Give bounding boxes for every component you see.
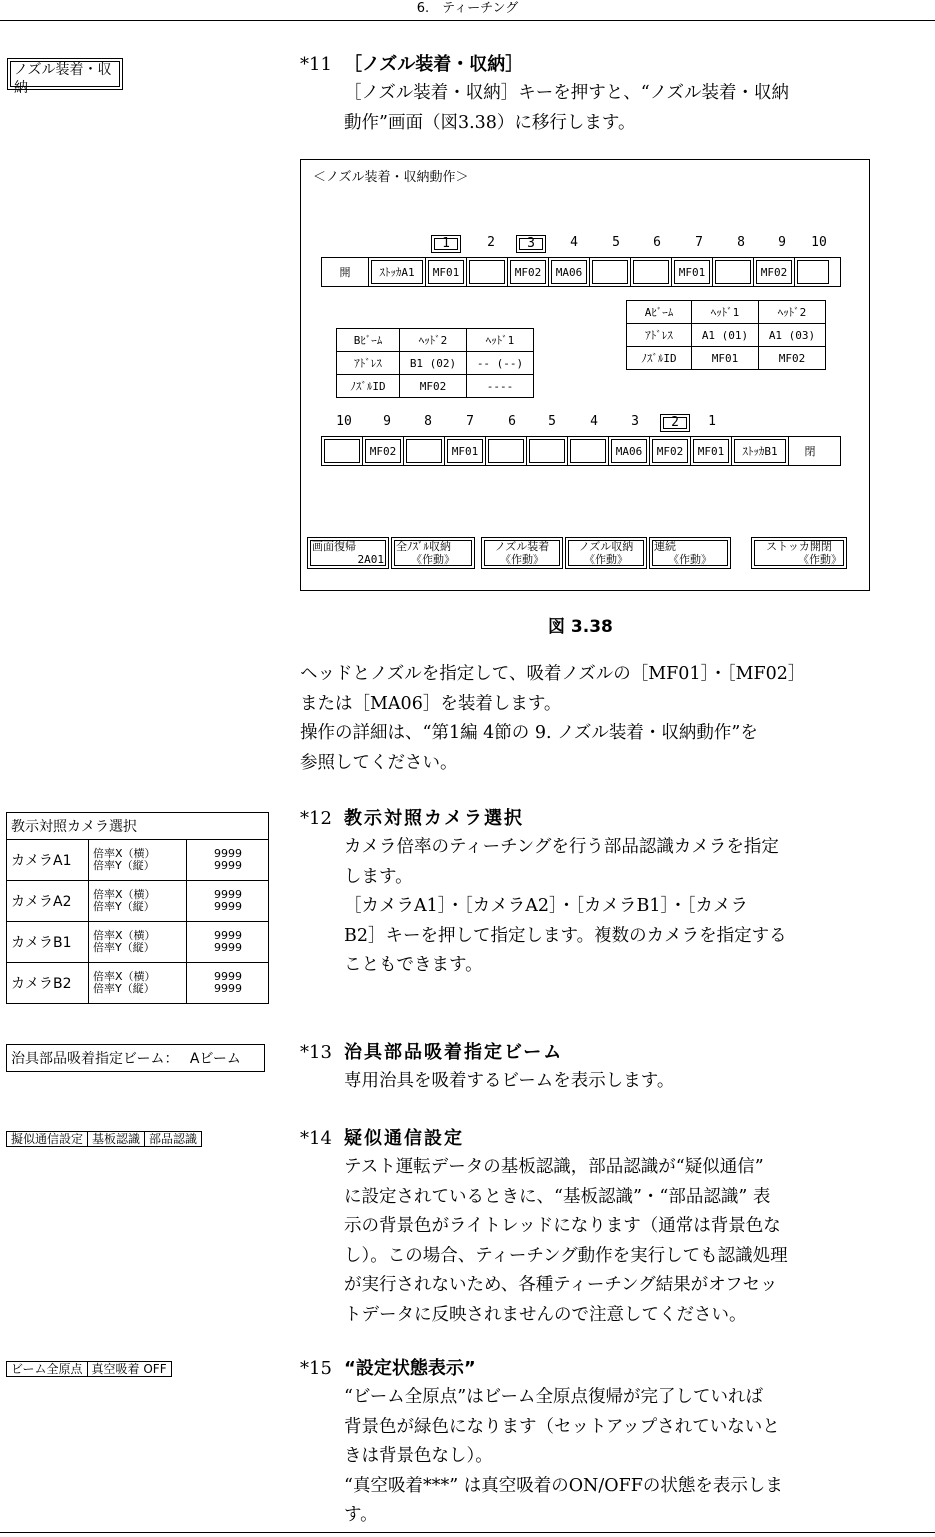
- slot-number: 10: [811, 235, 827, 250]
- slot-number: 2: [487, 235, 495, 250]
- nozzle-cell[interactable]: MF01: [445, 437, 486, 465]
- nozzle-cell[interactable]: MF02: [508, 258, 549, 286]
- nozzle-cell[interactable]: MF02: [650, 437, 691, 465]
- camera-magnification-labels: 倍率X（横） 倍率Y（縦）: [89, 881, 187, 922]
- a-head2[interactable]: ﾍｯﾄﾞ2: [759, 301, 826, 324]
- top-slot-numbers: [431, 235, 831, 253]
- header-rule: [0, 20, 935, 21]
- beam-origin-status: ビーム全原点: [7, 1362, 88, 1376]
- open-cell[interactable]: 開: [322, 258, 369, 286]
- nozzle-cell[interactable]: [404, 437, 445, 465]
- nozzle-cell[interactable]: MA06: [609, 437, 650, 465]
- camera-magnification-values: 9999 9999: [187, 963, 269, 1004]
- section-14-number: *14: [300, 1128, 332, 1149]
- camera-magnification-labels: 倍率X（横） 倍率Y（縦）: [89, 922, 187, 963]
- b-beam-table: [336, 328, 534, 398]
- b-address-2: -- (--): [467, 352, 534, 375]
- nozzle-cell[interactable]: MF02: [754, 258, 795, 286]
- nozzle-cell[interactable]: [486, 437, 527, 465]
- camera-magnification-values: 9999 9999: [187, 840, 269, 881]
- nozzle-cell[interactable]: MF02: [363, 437, 404, 465]
- a-address-1: A1 (01): [692, 324, 759, 347]
- slot-number: 5: [548, 414, 556, 429]
- nozzle-cell[interactable]: [467, 258, 508, 286]
- slot-number: 8: [737, 235, 745, 250]
- a-nozzle-id-1: MF01: [692, 347, 759, 370]
- b-address-label: ｱﾄﾞﾚｽ: [337, 352, 400, 375]
- slot-number: 1: [431, 235, 461, 253]
- vacuum-status: 真空吸着 OFF: [91, 1362, 167, 1376]
- nozzle-cell[interactable]: [590, 258, 631, 286]
- nozzle-cell[interactable]: [322, 437, 363, 465]
- b-head1[interactable]: ﾍｯﾄﾞ1: [467, 329, 534, 352]
- a-beam-table: [626, 300, 826, 370]
- board-recognition-status: 基板認識: [88, 1132, 145, 1146]
- slot-number: 3: [516, 235, 546, 253]
- nozzle-cell[interactable]: [527, 437, 568, 465]
- section-14-text: テスト運転データの基板認識，部品認識が“疑似通信” に設定されているときに、“基板認識”・“部品認識” 表 示の背景色がライトレッドになります（通常は背景色な し）。この場合、ティーチング動作を実行しても認識処理 が実行されないため、各種ティーチング結果がオフセッ トデータに反映されませんので注意してください。: [344, 1157, 788, 1325]
- a-nozzle-id-2: MF02: [759, 347, 826, 370]
- b-nozzle-id-1: MF02: [400, 375, 467, 398]
- nozzle-cell[interactable]: MF01: [672, 258, 713, 286]
- slot-number: 4: [570, 235, 578, 250]
- section-15-number: *15: [300, 1358, 332, 1379]
- slot-number: 1: [708, 414, 716, 429]
- nozzle-cell[interactable]: MF01: [691, 437, 732, 465]
- slot-number: 6: [653, 235, 661, 250]
- section-11-text: ［ノズル装着・収納］キーを押すと、“ノズル装着・収納 動作”画面（図3.38）に移行します。: [344, 83, 790, 133]
- nozzle-cell[interactable]: MA06: [549, 258, 590, 286]
- nozzle-store-button[interactable]: ノズル収納 《作動》: [565, 537, 647, 569]
- screen-restore-button[interactable]: 画面復帰 2A01: [307, 537, 389, 569]
- figure-caption: 図 3.38: [548, 617, 613, 637]
- pseudo-comm-status-bar: [6, 1131, 202, 1147]
- teach-camera-select-table: [6, 812, 269, 1004]
- nozzle-cell[interactable]: [795, 258, 831, 286]
- footer-rule: [0, 1532, 935, 1533]
- slot-number: 5: [612, 235, 620, 250]
- a-beam-label: Aﾋﾞｰﾑ: [627, 301, 692, 324]
- pseudo-comm-setting: 擬似通信設定: [7, 1132, 88, 1146]
- nozzle-mount-button[interactable]: ノズル装着 《作動》: [481, 537, 563, 569]
- a-address-2: A1 (03): [759, 324, 826, 347]
- a-nozzle-id-label: ﾉｽﾞﾙID: [627, 347, 692, 370]
- camera-b1-button[interactable]: カメラB1: [7, 922, 89, 963]
- a-address-label: ｱﾄﾞﾚｽ: [627, 324, 692, 347]
- slot-number: 6: [508, 414, 516, 429]
- camera-a1-button[interactable]: カメラA1: [7, 840, 89, 881]
- section-15-title: “設定状態表示”: [344, 1358, 476, 1379]
- b-nozzle-id-2: ----: [467, 375, 534, 398]
- nozzle-cell[interactable]: [713, 258, 754, 286]
- section-12-title: 教示対照カメラ選択: [344, 808, 524, 829]
- figure-explanation: ヘッドとノズルを指定して、吸着ノズルの［MF01］・［MF02］ または［MA06］を装着します。 操作の詳細は、“第1編 4節の 9. ノズル装着・収納動作”を 参照してください。: [300, 664, 806, 773]
- slot-number: 2: [660, 414, 690, 432]
- section-14-title: 疑似通信設定: [344, 1128, 464, 1149]
- a-head1[interactable]: ﾍｯﾄﾞ1: [692, 301, 759, 324]
- section-13-title: 治具部品吸着指定ビーム: [344, 1042, 564, 1063]
- slot-number: 7: [695, 235, 703, 250]
- b-nozzle-id-label: ﾉｽﾞﾙID: [337, 375, 400, 398]
- section-12-text: カメラ倍率のティーチングを行う部品認識カメラを指定 します。 ［カメラA1］・［カメラA2］・［カメラB1］・［カメラ B2］キーを押して指定します。複数のカメラを指定する こともできます。: [344, 837, 787, 975]
- all-nozzle-store-button[interactable]: 全ﾉｽﾞﾙ収納 《作動》: [391, 537, 475, 569]
- section-11-title: ［ノズル装着・収納］: [344, 54, 524, 75]
- slot-number: 3: [631, 414, 639, 429]
- top-stocker-row: [321, 257, 841, 287]
- camera-b2-button[interactable]: カメラB2: [7, 963, 89, 1004]
- section-12-number: *12: [300, 808, 332, 829]
- camera-magnification-values: 9999 9999: [187, 922, 269, 963]
- jig-pickup-beam-display: 治具部品吸着指定ビーム： Aビーム: [6, 1044, 265, 1072]
- b-address-1: B1 (02): [400, 352, 467, 375]
- close-cell[interactable]: 閉: [804, 445, 816, 458]
- slot-number: 10: [336, 414, 352, 429]
- stocker-open-close-button[interactable]: ストッカ開閉 《作動》: [751, 537, 847, 569]
- bottom-slot-numbers: [334, 414, 754, 432]
- slot-number: 9: [383, 414, 391, 429]
- nozzle-screen-figure: [300, 159, 870, 591]
- nozzle-mount-store-key[interactable]: ノズル装着・収納: [7, 58, 123, 90]
- nozzle-cell[interactable]: [568, 437, 609, 465]
- figure-title: ＜ノズル装着・収納動作＞: [313, 170, 469, 185]
- continuous-button[interactable]: 連続 《作動》: [649, 537, 731, 569]
- section-13-text: 専用治具を吸着するビームを表示します。: [344, 1071, 675, 1091]
- setting-state-bar: [6, 1361, 172, 1377]
- nozzle-cell[interactable]: [631, 258, 672, 286]
- camera-magnification-values: 9999 9999: [187, 881, 269, 922]
- bottom-stocker-row: [321, 436, 841, 466]
- camera-table-title: 教示対照カメラ選択: [7, 813, 269, 840]
- nozzle-cell[interactable]: MF01: [426, 258, 467, 286]
- part-recognition-status: 部品認識: [149, 1132, 198, 1146]
- slot-number: 8: [424, 414, 432, 429]
- stocker-cell[interactable]: ｽﾄｯｶA1: [369, 258, 426, 286]
- page-header: 6. ティーチング: [416, 1, 519, 16]
- section-15-text: “ビーム全原点”はビーム全原点復帰が完了していれば 背景色が緑色になります（セットアップされていないと きは背景色なし）。 “真空吸着***” は真空吸着のON/OFFの状態を表示しま す。: [344, 1387, 783, 1525]
- section-13-number: *13: [300, 1042, 332, 1063]
- camera-magnification-labels: 倍率X（横） 倍率Y（縦）: [89, 963, 187, 1004]
- stocker-cell[interactable]: ｽﾄｯｶB1: [732, 437, 789, 465]
- camera-magnification-labels: 倍率X（横） 倍率Y（縦）: [89, 840, 187, 881]
- section-11-number: *11: [300, 54, 332, 75]
- slot-number: 4: [590, 414, 598, 429]
- slot-number: 7: [466, 414, 474, 429]
- b-head2[interactable]: ﾍｯﾄﾞ2: [400, 329, 467, 352]
- b-beam-label: Bﾋﾞｰﾑ: [337, 329, 400, 352]
- camera-a2-button[interactable]: カメラA2: [7, 881, 89, 922]
- slot-number: 9: [778, 235, 786, 250]
